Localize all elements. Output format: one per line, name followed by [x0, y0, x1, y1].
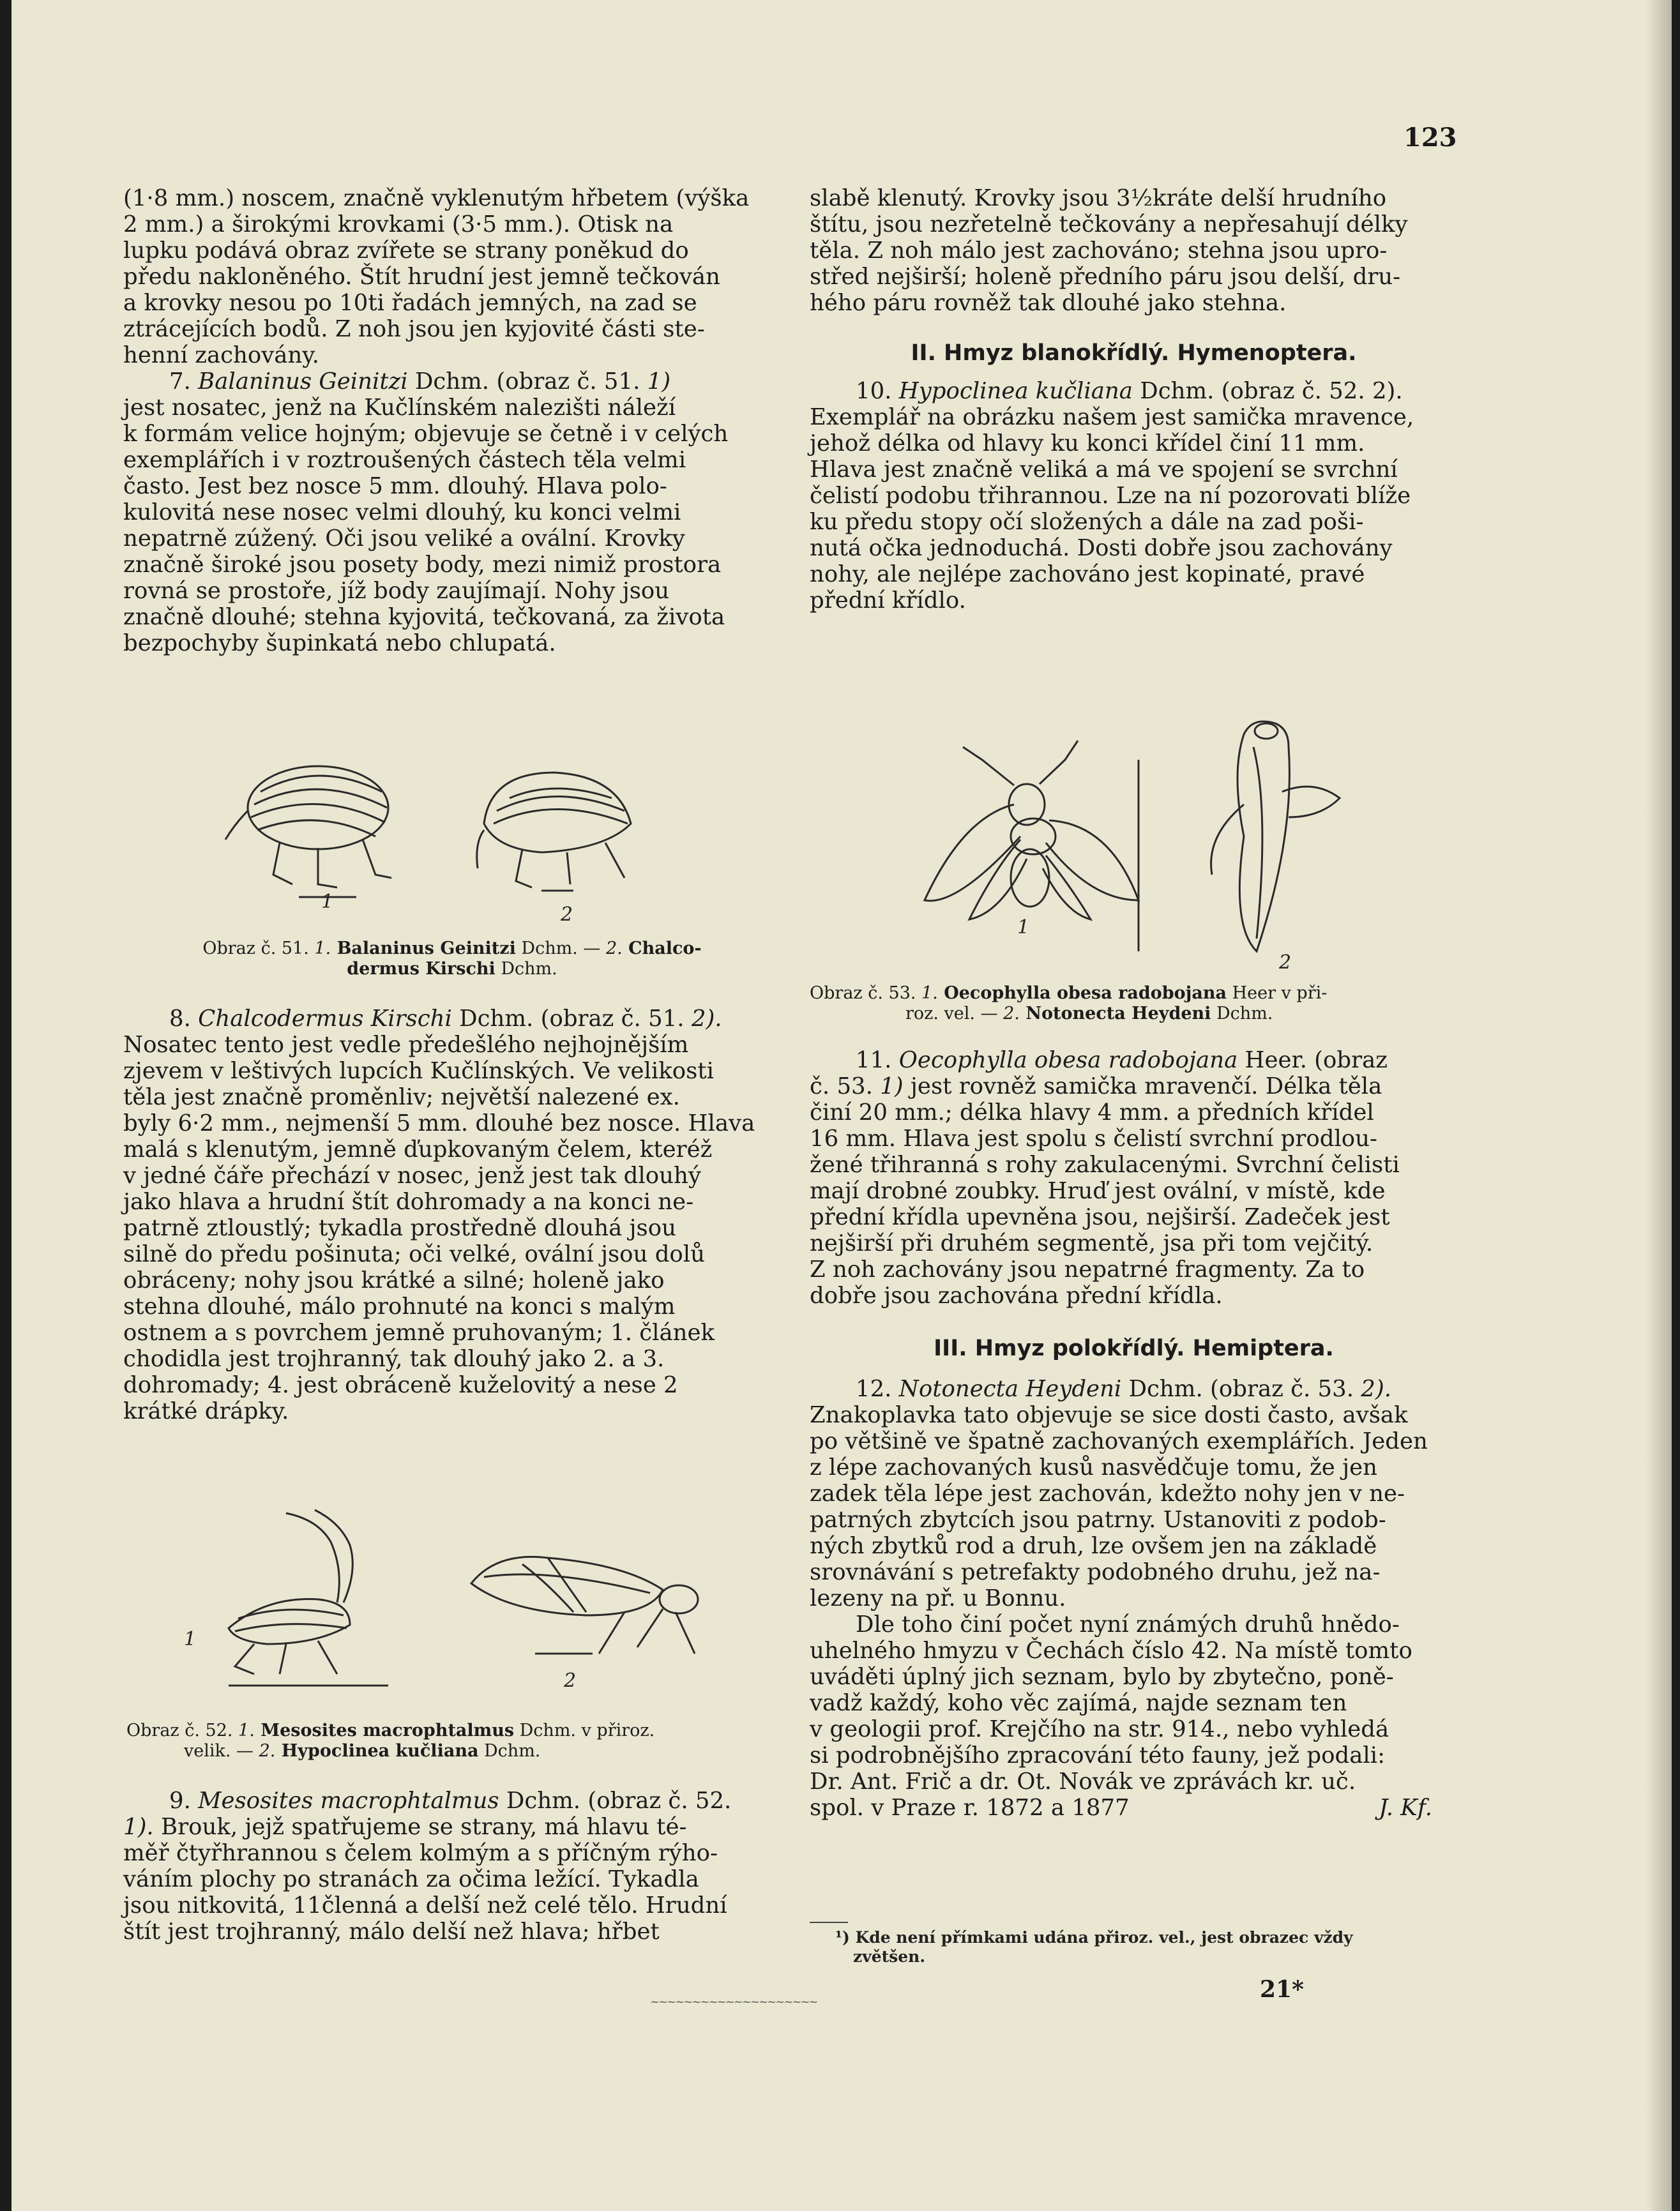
text-line: těla. Z noh málo jest zachováno; stehna jsou upro-	[810, 238, 1388, 264]
caption-text: Dchm. —	[515, 939, 606, 958]
text-line: zjevem v leštivých lupcích Kučlínských. Ve velikosti	[123, 1058, 714, 1084]
text-line: obráceny; nohy jsou krátké a silné; holeně jako	[123, 1267, 665, 1294]
text-line: krátké drápky.	[123, 1398, 289, 1424]
ornament-rule: ~~~~~~~~~~~~~~~~~~~~	[650, 1995, 817, 2009]
text-line: ných zbytků rod a druh, lze ovšem jen na základě	[810, 1533, 1377, 1559]
text-line: přední křídla upevněna jsou, nejširší. Zadeček jest	[810, 1204, 1390, 1230]
text-line: štít jest trojhranný, málo delší než hlava; hřbet	[123, 1919, 660, 1945]
caption-text: roz. vel. —	[905, 1004, 1004, 1023]
text-line: žené třihranná s rohy zakulacenými. Svrchní čelisti	[810, 1152, 1400, 1178]
text-line: dobře jsou zachována přední křídla.	[810, 1283, 1223, 1309]
caption-species: Hypoclinea kučliana	[275, 1741, 479, 1761]
caption-text: Obraz č. 52.	[126, 1721, 239, 1740]
species-number: 12.	[856, 1376, 892, 1402]
text-line: (1·8 mm.) noscem, značně vyklenutým hřbetem (výška	[123, 185, 750, 211]
text-line: dohromady; 4. jest obráceně kuželovitý a nese 2	[123, 1372, 678, 1398]
text-line: ku předu stopy očí složených a dále na zad poši-	[810, 509, 1364, 535]
text-line: jehož délka od hlavy ku konci křídel činí 11 mm.	[810, 430, 1365, 457]
sheet-signature-mark: 21*	[1260, 1976, 1304, 2003]
text-line: v jedné čáře přechází v nosec, jenž jest tak dlouhý	[123, 1163, 701, 1189]
text-span: Brouk, jejž spatřujeme se strany, má hlavu té-	[153, 1814, 687, 1840]
figure-ref: 2).	[1361, 1376, 1392, 1402]
species-name: Hypoclinea kučliana	[898, 378, 1133, 404]
text-line: Z noh zachovány jsou nepatrné fragmenty. Za to	[810, 1256, 1365, 1283]
text-line: slabě klenutý. Krovky jsou 3½kráte delší hrudního	[810, 185, 1387, 211]
text-line: si podrobnějšího zpracování této fauny, jež podali:	[810, 1742, 1386, 1769]
caption-number: 1.	[238, 1721, 255, 1740]
text-line: mají drobné zoubky. Hruď jest ovální, v místě, kde	[810, 1178, 1386, 1204]
paragraph-hypoclinea	[810, 378, 1458, 614]
text-line: čelistí podobu třihrannou. Lze na ní pozorovati blíže	[810, 483, 1411, 509]
text-line: hého páru rovněž tak dlouhé jako stehna.	[810, 290, 1287, 316]
caption-number: 1.	[314, 939, 331, 958]
footnote	[835, 1928, 1461, 1966]
species-number: 7.	[169, 368, 191, 395]
text-line: malá s klenutým, jemně ďupkovaným čelem, kteréž	[123, 1136, 713, 1163]
text-line: rovná se prostoře, jíž body zaujímají. Nohy jsou	[123, 578, 670, 604]
species-name: Oecophylla obesa radobojana	[898, 1047, 1238, 1073]
species-name: Mesosites macrophtalmus	[198, 1788, 499, 1814]
text-span: jest rovněž samička mravenčí. Délka těla	[903, 1073, 1382, 1099]
figure-ref: 1).	[123, 1814, 154, 1840]
text-line: kulovitá nese nosec velmi dlouhý, ku konci velmi	[123, 499, 681, 525]
species-number: 8.	[169, 1006, 191, 1032]
left-column-end	[123, 1788, 778, 1945]
text-line: k formám velice hojným; objevuje se četně i v celých	[123, 421, 729, 447]
text-line: Exemplář na obrázku našem jest samička mravence,	[810, 404, 1414, 430]
text-line: jsou nitkovitá, 11členná a delší než celé tělo. Hrudní	[123, 1892, 727, 1919]
text-line: nutá očka jednoduchá. Dosti dobře jsou zachovány	[810, 535, 1393, 561]
figure-52-label-1: 1	[184, 1628, 197, 1650]
footnote-text: zvětšen.	[853, 1947, 926, 1966]
text-span: Heer. (obraz	[1237, 1047, 1388, 1073]
text-line: spol. v Praze r. 1872 a 1877	[810, 1795, 1130, 1821]
text-line: měř čtyřhrannou s čelem kolmým a s příčným rýho-	[123, 1840, 718, 1866]
text-line: z lépe zachovaných kusů nasvědčuje tomu, že jen	[810, 1454, 1377, 1481]
caption-species: Oecophylla obesa radobojana	[937, 983, 1227, 1003]
page-sheet	[11, 0, 1672, 2211]
text-line: a krovky nesou po 10ti řadách jemných, na zad se	[123, 290, 697, 316]
text-line: ztrácejících bodů. Z noh jsou jen kyjovité části ste-	[123, 316, 705, 342]
caption-species: dermus Kirschi	[347, 959, 496, 979]
text-line: Hlava jest značně veliká a má ve spojení se svrchní	[810, 457, 1398, 483]
species-number: 9.	[169, 1788, 191, 1814]
footnote-text: ¹) Kde není přímkami udána přiroz. vel., jest obrazec vždy	[835, 1928, 1353, 1947]
text-span: Dchm. (obraz č. 52. 2).	[1132, 378, 1403, 404]
caption-text: Heer v při-	[1227, 983, 1328, 1003]
section-heading-hymenoptera: II. Hmyz blanokřídlý. Hymenoptera.	[911, 340, 1357, 366]
text-line: činí 20 mm.; délka hlavy 4 mm. a předních křídel	[810, 1099, 1374, 1126]
paragraph-conclusion	[810, 1611, 1458, 1821]
text-line: Dle toho činí počet nyní známých druhů hnědo-	[856, 1611, 1400, 1638]
paragraph	[123, 185, 778, 368]
caption-number: 1.	[921, 983, 938, 1003]
figure-ref: 1)	[880, 1073, 904, 1099]
section-heading-hemiptera: III. Hmyz polokřídlý. Hemiptera.	[934, 1336, 1334, 1361]
caption-species: Notonecta Heydeni	[1019, 1004, 1211, 1023]
caption-species: Chalco-	[622, 939, 702, 958]
figure-51-label-2: 2	[561, 903, 573, 926]
paragraph-oecophylla	[810, 1047, 1458, 1309]
text-span: Dchm. (obraz č. 51.	[407, 368, 647, 395]
text-line: jako hlava a hrudní štít dohromady a na konci ne-	[123, 1189, 694, 1215]
text-line: nepatrně zúžený. Oči jsou veliké a ovální. Krovky	[123, 525, 685, 552]
text-line: 16 mm. Hlava jest spolu s čelistí svrchní prodlou-	[810, 1126, 1378, 1152]
figure-ref: 1)	[647, 368, 671, 395]
figure-53-label-1: 1	[1017, 916, 1030, 939]
caption-text: velik. —	[184, 1741, 259, 1761]
text-line: srovnávání s petrefakty podobného druhu, jež na-	[810, 1559, 1381, 1585]
text-line: bezpochyby šupinkatá nebo chlupatá.	[123, 630, 556, 656]
text-line: lezeny na př. u Bonnu.	[810, 1585, 1066, 1611]
species-number: 10.	[856, 378, 892, 404]
species-number: 11.	[856, 1047, 892, 1073]
species-name: Chalcodermus Kirschi	[198, 1006, 452, 1032]
author-signature: J. Kf.	[1379, 1795, 1432, 1821]
text-line: přední křídlo.	[810, 587, 966, 614]
text-line: nejširší při druhém segmentě, jsa při tom vejčitý.	[810, 1230, 1374, 1256]
paragraph-balaninus	[123, 368, 778, 656]
paragraph	[810, 185, 1458, 316]
text-line: v geologii prof. Krejčího na str. 914., nebo vyhledá	[810, 1716, 1389, 1742]
text-line: patrných zbytcích jsou patrny. Ustanoviti z podob-	[810, 1507, 1386, 1533]
caption-text: Dchm.	[495, 959, 557, 979]
text-line: Znakoplavka tato objevuje se sice dosti často, avšak	[810, 1402, 1408, 1428]
figure-52-drawing	[190, 1507, 727, 1698]
footnote-rule	[810, 1922, 848, 1923]
text-span: Dchm. (obraz č. 51.	[451, 1006, 692, 1032]
species-name: Notonecta Heydeni	[898, 1376, 1122, 1402]
text-line: předu nakloněného. Štít hrudní jest jemně tečkován	[123, 264, 720, 290]
figure-ref: 2).	[691, 1006, 722, 1032]
figure-52-label-2: 2	[564, 1670, 577, 1692]
caption-species: Balaninus Geinitzi	[331, 939, 516, 958]
figure-53-caption	[810, 983, 1455, 1024]
text-line: štítu, jsou nezřetelně tečkovány a nepřesahují délky	[810, 211, 1408, 238]
text-line: lupku podává obraz zvířete se strany poněkud do	[123, 238, 689, 264]
figure-51-caption	[133, 939, 771, 979]
text-line: uváděti úplný jich seznam, bylo by zbytečno, poně-	[810, 1664, 1394, 1690]
text-line: těla jest značně proměnliv; největší nalezené ex.	[123, 1084, 680, 1110]
caption-number: 2.	[1003, 1004, 1020, 1023]
text-line: uhelného hmyzu v Čechách číslo 42. Na místě tomto	[810, 1638, 1412, 1664]
left-column-cont	[123, 1006, 778, 1424]
text-line: značně dlouhé; stehna kyjovitá, tečkovaná, za života	[123, 604, 725, 630]
text-line: ostnem a s povrchem jemně pruhovaným; 1. článek	[123, 1320, 715, 1346]
text-line: Nosatec tento jest vedle předešlého nejhojnějším	[123, 1032, 689, 1058]
figure-51-label-1: 1	[321, 891, 334, 913]
left-column	[123, 185, 778, 656]
text-span: č. 53.	[810, 1073, 881, 1099]
text-line: henní zachovány.	[123, 342, 319, 368]
caption-text: Obraz č. 51.	[202, 939, 315, 958]
caption-number: 2.	[605, 939, 623, 958]
caption-text: Obraz č. 53.	[810, 983, 922, 1003]
text-line: stehna dlouhé, málo prohnuté na konci s malým	[123, 1294, 676, 1320]
text-line: vadž každý, koho věc zajímá, najde seznam ten	[810, 1690, 1347, 1716]
text-span: Dchm. (obraz č. 52.	[499, 1788, 732, 1814]
caption-text: Dchm.	[1211, 1004, 1273, 1023]
caption-text: Dchm. v přiroz.	[514, 1721, 655, 1740]
text-line: střed nejširší; holeně předního páru jsou delší, dru-	[810, 264, 1401, 290]
figure-53-drawing	[899, 709, 1384, 964]
page-number: 123	[1404, 123, 1457, 153]
caption-text: Dchm.	[478, 1741, 541, 1761]
text-line: silně do předu pošinuta; oči velké, ovální jsou dolů	[123, 1241, 706, 1267]
paragraph-chalcodermus	[123, 1006, 778, 1424]
species-name: Balaninus Geinitzi	[198, 368, 408, 395]
text-span: Dchm. (obraz č. 53.	[1121, 1376, 1361, 1402]
paragraph-notonecta	[810, 1376, 1458, 1611]
right-column	[810, 185, 1458, 614]
text-line: 2 mm.) a širokými krovkami (3·5 mm.). Otisk na	[123, 211, 674, 238]
figure-53-label-2: 2	[1279, 951, 1292, 974]
caption-number: 2.	[259, 1741, 276, 1761]
text-line: byly 6·2 mm., nejmenší 5 mm. dlouhé bez nosce. Hlava	[123, 1110, 755, 1136]
text-line: jest nosatec, jenž na Kučlínském nalezišti náleží	[123, 395, 676, 421]
figure-51-drawing	[222, 747, 656, 913]
right-column-cont	[810, 1047, 1458, 1821]
text-line: chodidla jest trojhranný, tak dlouhý jako 2. a 3.	[123, 1346, 665, 1372]
text-line: nohy, ale nejlépe zachováno jest kopinaté, pravé	[810, 561, 1365, 587]
text-line: zadek těla lépe jest zachován, kdežto nohy jen v ne-	[810, 1481, 1405, 1507]
text-line: často. Jest bez nosce 5 mm. dlouhý. Hlava polo-	[123, 473, 667, 499]
caption-species: Mesosites macrophtalmus	[254, 1721, 515, 1740]
text-line: váním plochy po stranách za očima ležící. Tykadla	[123, 1866, 699, 1892]
text-line: značně široké jsou posety body, mezi nimiž prostora	[123, 552, 722, 578]
paragraph-mesosites	[123, 1788, 778, 1945]
figure-52-caption	[126, 1721, 778, 1762]
text-line: po většině ve špatně zachovaných exemplářích. Jeden	[810, 1428, 1428, 1454]
text-line: exemplářích i v roztroušených částech těla velmi	[123, 447, 686, 473]
text-line: patrně ztloustlý; tykadla prostředně dlouhá jsou	[123, 1215, 677, 1241]
text-line: Dr. Ant. Frič a dr. Ot. Novák ve zprávách kr. uč.	[810, 1769, 1356, 1795]
